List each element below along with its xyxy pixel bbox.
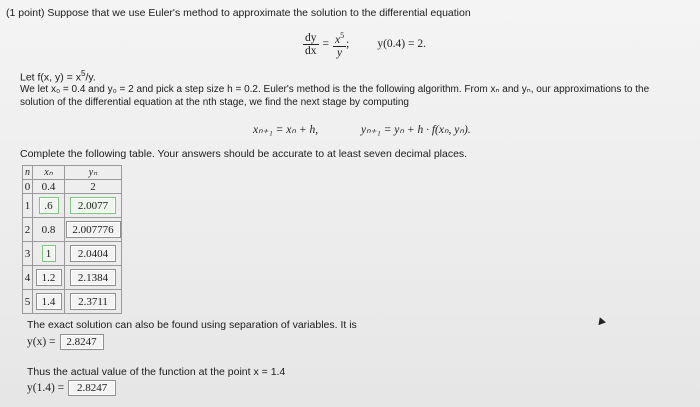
y2-answer-field[interactable]: 2.007776 xyxy=(66,221,121,238)
table-row xyxy=(23,180,122,194)
let-f-tail: /y. xyxy=(85,71,96,84)
y3-answer-field[interactable]: 2.0404 xyxy=(70,245,116,262)
row-n: 0 xyxy=(23,180,33,193)
table-row xyxy=(23,242,122,266)
formula-x: xₙ₊₁ = xₙ + h, xyxy=(253,124,319,136)
header-yn: yₙ xyxy=(65,166,122,179)
dy-numerator: dy xyxy=(305,31,317,44)
row-x: 0.8 xyxy=(33,218,65,241)
mouse-cursor-icon xyxy=(596,316,606,325)
exact-solution-row xyxy=(27,334,104,350)
row-y: 2 xyxy=(65,180,122,193)
table-row xyxy=(23,194,122,218)
row-n: 1 xyxy=(23,194,33,217)
table-row xyxy=(23,290,122,314)
exact-solution-field[interactable]: 2.8247 xyxy=(60,334,104,350)
y1-answer-field[interactable]: 2.0077 xyxy=(70,197,116,214)
row-n: 2 xyxy=(23,218,33,241)
x4-answer-field[interactable]: 1.2 xyxy=(36,269,62,286)
row-n: 5 xyxy=(23,290,33,313)
actual-value-text: Thus the actual value of the function at the point x = 1.4 xyxy=(27,366,286,378)
exact-solution-text: The exact solution can also be found using separation of variables. It is xyxy=(27,319,357,331)
initial-condition: y(0.4) = 2. xyxy=(377,38,426,51)
let-f-line xyxy=(20,69,96,84)
euler-table xyxy=(22,165,122,314)
row-x: 0.4 xyxy=(33,180,65,193)
actual-value-row xyxy=(27,380,116,396)
header-n: n xyxy=(23,166,33,179)
dx-denominator: dx xyxy=(305,44,317,57)
let-f-text: Let f(x, y) = x xyxy=(20,71,81,84)
exact-solution-label: y(x) = xyxy=(27,336,56,348)
row-n: 4 xyxy=(23,266,33,289)
table-prompt: Complete the following table. Your answers should be accurate to at least seven decimal places. xyxy=(20,148,468,160)
rhs-exponent: 5 xyxy=(340,31,345,40)
rhs-fraction xyxy=(333,30,346,59)
x1-answer-field[interactable]: .6 xyxy=(39,197,59,214)
differential-equation: $\frac{dy}{dx}$ = $\frac{x^5}{y}$ ; y(0.4) = 2. xyxy=(305,31,426,59)
formula-y: yₙ₊₁ = yₙ + h · f(xₙ, yₙ). xyxy=(361,124,471,136)
actual-value-field[interactable]: 2.8247 xyxy=(68,380,116,396)
let-f-exponent: 5 xyxy=(80,69,86,78)
dy-dx-fraction xyxy=(303,32,319,57)
step-description-line2: solution of the differential equation at the nth stage, we find the next stage by computing xyxy=(20,97,409,108)
table-row xyxy=(23,266,122,290)
step-description-line1: We let x₀ = 0.4 and y₀ = 2 and pick a step size h = 0.2. Euler's method is the the following algorithm. From xₙ and yₙ, our approximations to the xyxy=(20,84,650,95)
rhs-numerator: x xyxy=(335,33,341,46)
rhs-denominator: y xyxy=(337,46,343,59)
header-xn: xₙ xyxy=(33,166,65,179)
x3-answer-field[interactable]: 1 xyxy=(42,245,56,262)
table-row xyxy=(23,218,122,242)
y5-answer-field[interactable]: 2.3711 xyxy=(70,293,116,310)
y4-answer-field[interactable]: 2.1384 xyxy=(70,269,116,286)
actual-value-label: y(1.4) = xyxy=(27,382,65,394)
x5-answer-field[interactable]: 1.4 xyxy=(36,293,62,310)
row-n: 3 xyxy=(23,242,33,265)
problem-intro: (1 point) Suppose that we use Euler's method to approximate the solution to the differential equation xyxy=(6,7,471,19)
table-header-row xyxy=(23,166,122,180)
